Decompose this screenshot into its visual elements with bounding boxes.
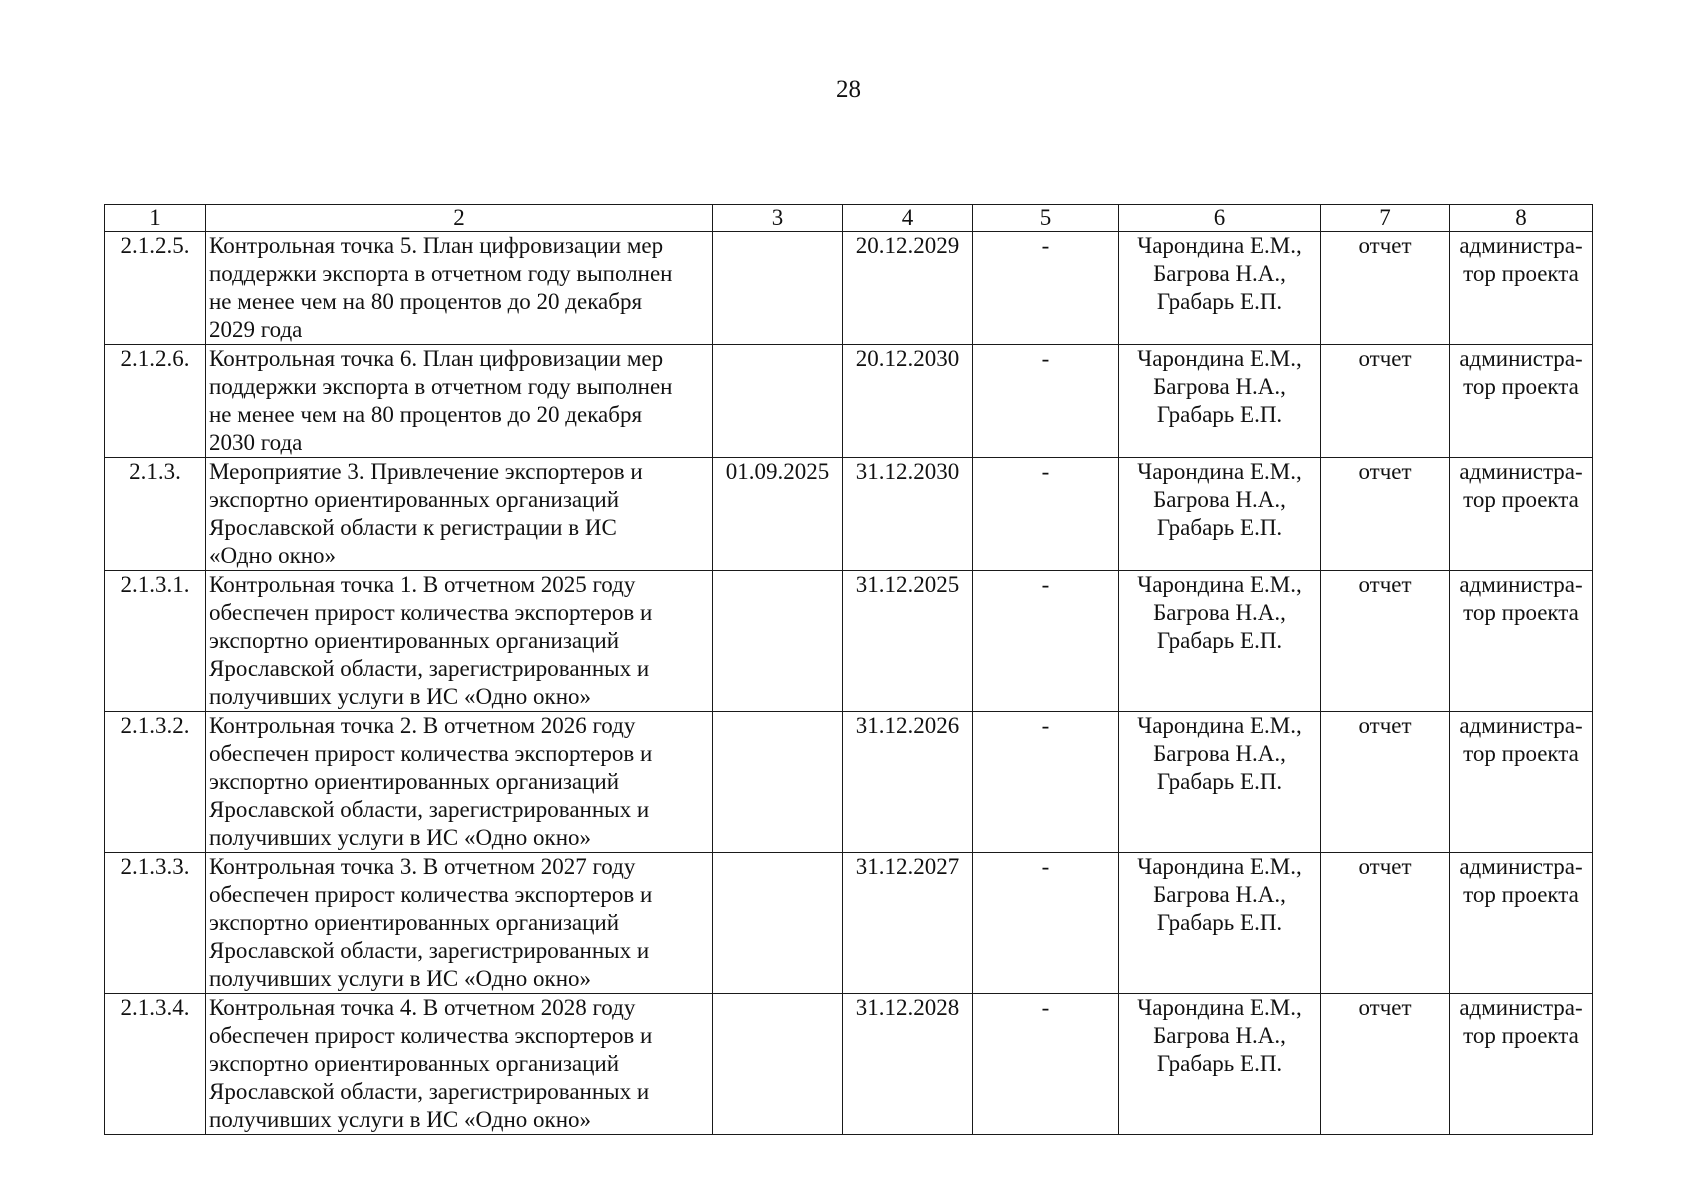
- responsible-cell: [1119, 458, 1321, 571]
- responsible-line: Чарондина Е.М.,: [1137, 854, 1302, 879]
- report-type-cell: отчет: [1321, 853, 1450, 994]
- responsible-cell: [1119, 345, 1321, 458]
- column-5-cell: -: [973, 345, 1119, 458]
- column-5-cell: -: [973, 458, 1119, 571]
- end-date-cell: 31.12.2028: [843, 994, 973, 1135]
- table-row: [105, 232, 1593, 345]
- description-line: экспортно ориентированных организаций: [209, 628, 620, 653]
- report-type-cell: отчет: [1321, 712, 1450, 853]
- responsible-line: Багрова Н.А.,: [1153, 1023, 1286, 1048]
- description-line: 2029 года: [209, 317, 303, 342]
- responsible-line: Чарондина Е.М.,: [1137, 346, 1302, 371]
- description-line: экспортно ориентированных организаций: [209, 769, 620, 794]
- responsible-line: Чарондина Е.М.,: [1137, 995, 1302, 1020]
- header-cell-5: 5: [973, 205, 1119, 232]
- description-line: Ярославской области к регистрации в ИС: [209, 515, 617, 540]
- item-number-cell: 2.1.3.2.: [105, 712, 206, 853]
- column-5-cell: -: [973, 712, 1119, 853]
- page-number: 28: [836, 76, 861, 103]
- end-date-cell: 20.12.2029: [843, 232, 973, 345]
- description-line: не менее чем на 80 процентов до 20 декабря: [209, 402, 643, 427]
- report-type-cell: отчет: [1321, 994, 1450, 1135]
- header-cell-6: 6: [1119, 205, 1321, 232]
- description-line: экспортно ориентированных организаций: [209, 1051, 620, 1076]
- responsible-line: Чарондина Е.М.,: [1137, 233, 1302, 258]
- table-row: [105, 853, 1593, 994]
- table-body: [105, 232, 1593, 1135]
- description-cell: [206, 994, 713, 1135]
- description-cell: [206, 345, 713, 458]
- responsible-cell: [1119, 712, 1321, 853]
- description-line: поддержки экспорта в отчетном году выполнен: [209, 374, 673, 399]
- start-date-cell: [713, 232, 843, 345]
- description-cell: [206, 571, 713, 712]
- role-line: администра-: [1459, 995, 1583, 1020]
- header-cell-3: 3: [713, 205, 843, 232]
- responsible-line: Грабарь Е.П.: [1156, 628, 1283, 653]
- description-line: Контрольная точка 3. В отчетном 2027 году: [209, 854, 636, 879]
- start-date-cell: [713, 345, 843, 458]
- report-type-cell: отчет: [1321, 571, 1450, 712]
- plan-table: [104, 204, 1593, 1135]
- description-cell: [206, 232, 713, 345]
- description-line: Ярославской области, зарегистрированных и: [209, 938, 650, 963]
- responsible-line: Грабарь Е.П.: [1156, 402, 1283, 427]
- responsible-line: Багрова Н.А.,: [1153, 600, 1286, 625]
- end-date-cell: 31.12.2027: [843, 853, 973, 994]
- responsible-line: Грабарь Е.П.: [1156, 910, 1283, 935]
- table-row: [105, 712, 1593, 853]
- description-line: Мероприятие 3. Привлечение экспортеров и: [209, 459, 643, 484]
- responsible-line: Багрова Н.А.,: [1153, 741, 1286, 766]
- header-row: [105, 205, 1593, 232]
- description-line: Ярославской области, зарегистрированных и: [209, 656, 650, 681]
- description-line: обеспечен прирост количества экспортеров и: [209, 600, 653, 625]
- table-row: [105, 345, 1593, 458]
- column-5-cell: -: [973, 853, 1119, 994]
- report-type-cell: отчет: [1321, 458, 1450, 571]
- role-cell: [1450, 994, 1593, 1135]
- responsible-line: Чарондина Е.М.,: [1137, 572, 1302, 597]
- role-line: тор проекта: [1463, 261, 1579, 286]
- description-line: 2030 года: [209, 430, 303, 455]
- description-line: экспортно ориентированных организаций: [209, 910, 620, 935]
- start-date-cell: [713, 853, 843, 994]
- role-cell: [1450, 232, 1593, 345]
- start-date-cell: 01.09.2025: [713, 458, 843, 571]
- description-cell: [206, 712, 713, 853]
- role-line: тор проекта: [1463, 487, 1579, 512]
- role-line: тор проекта: [1463, 882, 1579, 907]
- description-line: поддержки экспорта в отчетном году выполнен: [209, 261, 673, 286]
- description-line: получивших услуги в ИС «Одно окно»: [209, 825, 592, 850]
- table-row: [105, 571, 1593, 712]
- description-line: «Одно окно»: [209, 543, 337, 568]
- start-date-cell: [713, 712, 843, 853]
- description-line: Ярославской области, зарегистрированных и: [209, 797, 650, 822]
- responsible-line: Грабарь Е.П.: [1156, 769, 1283, 794]
- item-number-cell: 2.1.2.6.: [105, 345, 206, 458]
- end-date-cell: 31.12.2026: [843, 712, 973, 853]
- description-line: экспортно ориентированных организаций: [209, 487, 620, 512]
- table-row: [105, 994, 1593, 1135]
- role-cell: [1450, 712, 1593, 853]
- item-number-cell: 2.1.3.3.: [105, 853, 206, 994]
- role-line: администра-: [1459, 572, 1583, 597]
- description-line: получивших услуги в ИС «Одно окно»: [209, 684, 592, 709]
- role-line: администра-: [1459, 233, 1583, 258]
- column-5-cell: -: [973, 571, 1119, 712]
- responsible-line: Чарондина Е.М.,: [1137, 459, 1302, 484]
- column-5-cell: -: [973, 994, 1119, 1135]
- role-line: администра-: [1459, 459, 1583, 484]
- item-number-cell: 2.1.3.1.: [105, 571, 206, 712]
- role-cell: [1450, 853, 1593, 994]
- description-line: получивших услуги в ИС «Одно окно»: [209, 966, 592, 991]
- role-line: администра-: [1459, 713, 1583, 738]
- role-line: администра-: [1459, 346, 1583, 371]
- responsible-line: Грабарь Е.П.: [1156, 515, 1283, 540]
- responsible-line: Багрова Н.А.,: [1153, 261, 1286, 286]
- role-line: администра-: [1459, 854, 1583, 879]
- role-line: тор проекта: [1463, 1023, 1579, 1048]
- role-line: тор проекта: [1463, 374, 1579, 399]
- description-line: обеспечен прирост количества экспортеров и: [209, 1023, 653, 1048]
- responsible-cell: [1119, 571, 1321, 712]
- responsible-line: Багрова Н.А.,: [1153, 487, 1286, 512]
- header-cell-1: 1: [105, 205, 206, 232]
- start-date-cell: [713, 994, 843, 1135]
- role-line: тор проекта: [1463, 741, 1579, 766]
- item-number-cell: 2.1.3.: [105, 458, 206, 571]
- header-cell-4: 4: [843, 205, 973, 232]
- role-cell: [1450, 458, 1593, 571]
- description-line: Контрольная точка 5. План цифровизации мер: [209, 233, 664, 258]
- table-row: [105, 458, 1593, 571]
- responsible-line: Грабарь Е.П.: [1156, 1051, 1283, 1076]
- responsible-line: Багрова Н.А.,: [1153, 882, 1286, 907]
- report-type-cell: отчет: [1321, 232, 1450, 345]
- description-line: Контрольная точка 1. В отчетном 2025 году: [209, 572, 636, 597]
- description-line: не менее чем на 80 процентов до 20 декабря: [209, 289, 643, 314]
- item-number-cell: 2.1.3.4.: [105, 994, 206, 1135]
- description-cell: [206, 458, 713, 571]
- description-line: Ярославской области, зарегистрированных и: [209, 1079, 650, 1104]
- end-date-cell: 31.12.2030: [843, 458, 973, 571]
- description-cell: [206, 853, 713, 994]
- description-line: обеспечен прирост количества экспортеров и: [209, 882, 653, 907]
- end-date-cell: 20.12.2030: [843, 345, 973, 458]
- responsible-cell: [1119, 994, 1321, 1135]
- responsible-cell: [1119, 232, 1321, 345]
- description-line: Контрольная точка 6. План цифровизации мер: [209, 346, 664, 371]
- responsible-cell: [1119, 853, 1321, 994]
- role-cell: [1450, 345, 1593, 458]
- role-cell: [1450, 571, 1593, 712]
- end-date-cell: 31.12.2025: [843, 571, 973, 712]
- description-line: Контрольная точка 4. В отчетном 2028 году: [209, 995, 636, 1020]
- column-5-cell: -: [973, 232, 1119, 345]
- responsible-line: Грабарь Е.П.: [1156, 289, 1283, 314]
- start-date-cell: [713, 571, 843, 712]
- description-line: обеспечен прирост количества экспортеров и: [209, 741, 653, 766]
- header-cell-2: 2: [206, 205, 713, 232]
- responsible-line: Багрова Н.А.,: [1153, 374, 1286, 399]
- description-line: Контрольная точка 2. В отчетном 2026 году: [209, 713, 636, 738]
- responsible-line: Чарондина Е.М.,: [1137, 713, 1302, 738]
- header-cell-7: 7: [1321, 205, 1450, 232]
- item-number-cell: 2.1.2.5.: [105, 232, 206, 345]
- description-line: получивших услуги в ИС «Одно окно»: [209, 1107, 592, 1132]
- report-type-cell: отчет: [1321, 345, 1450, 458]
- header-cell-8: 8: [1450, 205, 1593, 232]
- role-line: тор проекта: [1463, 600, 1579, 625]
